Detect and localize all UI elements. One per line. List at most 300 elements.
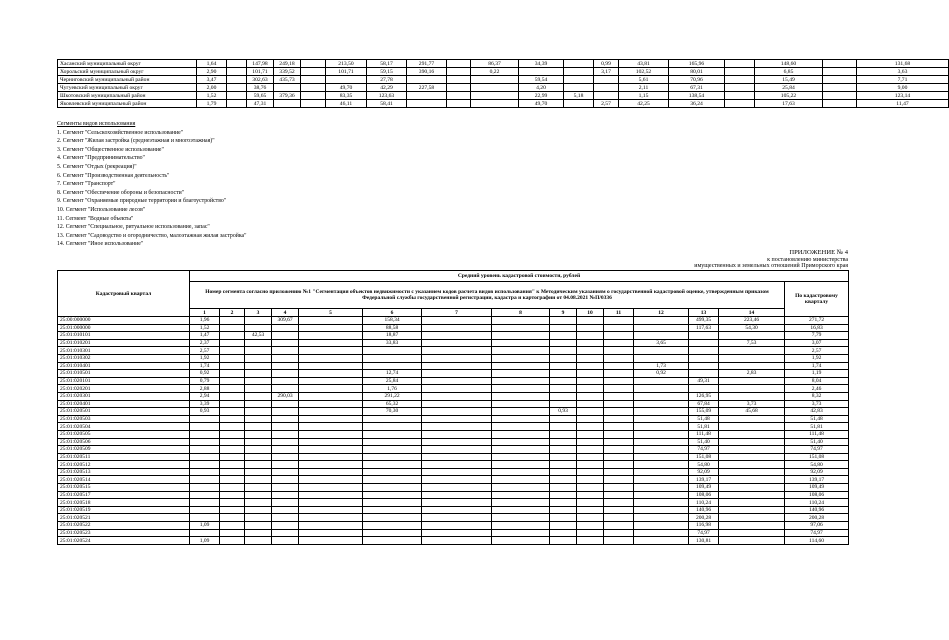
value-cell [272,430,299,438]
value-cell [272,415,299,423]
value-cell: 3,47 [197,76,227,84]
value-cell [422,522,492,530]
value-cell [447,84,471,92]
value-cell: 114,60 [785,537,849,545]
value-cell [220,392,245,400]
value-cell: 0,92 [634,370,689,378]
cadastral-quarter-code: 25:01:020515 [58,484,190,492]
value-cell [447,92,471,100]
value-cell [471,84,519,92]
value-cell: 58,41 [367,100,407,108]
table-row [58,76,949,84]
value-cell: 42,25 [619,100,669,108]
cadastral-quarter-code: 25:01:010201 [58,339,190,347]
value-cell [550,362,577,370]
value-cell: 97,06 [785,522,849,530]
value-cell: 123,14 [857,92,949,100]
value-cell [299,537,363,545]
table-row [58,438,849,446]
table-row [58,347,849,355]
value-cell [363,362,422,370]
value-cell [363,354,422,362]
value-cell [492,438,550,446]
value-cell [190,453,220,461]
value-cell: 110,24 [785,499,849,507]
value-cell: 2,90 [197,68,227,76]
value-cell [604,499,634,507]
value-cell [422,408,492,416]
value-cell: 3,07 [785,339,849,347]
table-row [58,484,849,492]
value-cell [492,491,550,499]
value-cell [299,408,363,416]
value-cell [190,529,220,537]
value-cell [471,92,519,100]
value-cell: 7,79 [785,332,849,340]
table-row [58,68,949,76]
value-cell: 18,87 [363,332,422,340]
value-cell: 101,71 [247,68,274,76]
value-cell: 2,11 [619,84,669,92]
value-cell [550,415,577,423]
value-cell [272,438,299,446]
value-cell [299,529,363,537]
value-cell: 8,32 [785,392,849,400]
value-cell [719,415,785,423]
value-cell [299,430,363,438]
value-cell [604,484,634,492]
value-cell [719,514,785,522]
value-cell: 271,72 [785,317,849,325]
value-cell [245,339,272,347]
value-cell [227,76,247,84]
value-cell [272,324,299,332]
value-cell [604,347,634,355]
cadastral-quarter-code: 25:01:020503 [58,415,190,423]
table-row [58,100,949,108]
value-cell [492,392,550,400]
value-cell: 1,09 [190,537,220,545]
cadastral-quarter-code: 25:01:020513 [58,468,190,476]
value-cell [577,491,604,499]
value-cell [422,476,492,484]
value-cell: 1,92 [190,354,220,362]
value-cell: 92,09 [785,468,849,476]
value-cell [492,415,550,423]
value-cell: 80,01 [669,68,725,76]
value-cell [299,392,363,400]
table-row [58,537,849,545]
value-cell [604,514,634,522]
value-cell: 49,31 [689,377,719,385]
value-cell [422,529,492,537]
value-cell [492,423,550,431]
header-segment-numbers: Номер сегмента согласно приложению №1 "Сегментация объектов недвижимости с указанием кодов расчета видов использования" к Методическим указаниям о государственной кадастровой оценке, утвержденным приказом Федеральной службы государственной регистрации, кадастра и картографии от 04.08.2021 №П/0336 [190,282,785,309]
value-cell [577,400,604,408]
municipality-name: Черниговский муниципальный район [58,76,197,84]
value-cell: 105,22 [755,92,823,100]
value-cell [190,514,220,522]
value-cell [550,514,577,522]
value-cell: 227,58 [407,84,447,92]
value-cell [719,453,785,461]
value-cell [299,506,363,514]
value-cell [564,100,594,108]
value-cell [550,468,577,476]
value-cell: 49,70 [519,100,564,108]
value-cell: 140,96 [785,506,849,514]
value-cell: 25,84 [755,84,823,92]
value-cell [422,537,492,545]
value-cell [492,506,550,514]
value-cell: 0,92 [190,370,220,378]
value-cell [299,324,363,332]
value-cell [719,392,785,400]
value-cell [422,484,492,492]
value-cell [190,476,220,484]
value-cell: 1,09 [190,522,220,530]
value-cell [604,362,634,370]
value-cell [634,514,689,522]
cadastral-cost-table [57,270,849,545]
value-cell [190,506,220,514]
value-cell [550,537,577,545]
value-cell: 200,28 [689,514,719,522]
value-cell [492,347,550,355]
value-cell [245,461,272,469]
value-cell: 42,29 [367,84,407,92]
value-cell [577,339,604,347]
cadastral-quarter-code: 25:00:000000 [58,317,190,325]
legend-item: 13. Сегмент "Садоводство и огородничество, малоэтажная жилая застройка" [57,232,247,239]
value-cell [245,529,272,537]
cadastral-quarter-code: 25:01:020519 [58,506,190,514]
value-cell [604,438,634,446]
value-cell: 126,95 [689,392,719,400]
value-cell [823,68,857,76]
value-cell [190,461,220,469]
value-cell [550,385,577,393]
value-cell [550,476,577,484]
value-cell: 15,49 [755,76,823,84]
value-cell [550,430,577,438]
value-cell [422,453,492,461]
value-cell: 1,52 [190,324,220,332]
value-cell [689,332,719,340]
value-cell [634,468,689,476]
value-cell [577,506,604,514]
value-cell [564,68,594,76]
value-cell [363,476,422,484]
table-row [58,529,849,537]
value-cell: 0,79 [190,377,220,385]
value-cell [422,499,492,507]
value-cell [719,506,785,514]
value-cell [190,430,220,438]
value-cell [407,100,447,108]
value-cell: 290,03 [272,392,299,400]
value-cell [604,385,634,393]
value-cell: 147,98 [247,60,274,68]
value-cell [220,491,245,499]
value-cell [577,537,604,545]
segments-legend [57,120,247,249]
value-cell [272,332,299,340]
value-cell [492,362,550,370]
value-cell [245,499,272,507]
legend-item: 11. Сегмент "Водные объекты" [57,215,134,222]
value-cell [492,339,550,347]
value-cell [634,332,689,340]
value-cell: 22,99 [519,92,564,100]
value-cell [272,514,299,522]
value-cell [577,514,604,522]
value-cell [245,400,272,408]
value-cell [719,438,785,446]
value-cell: 158,34 [363,317,422,325]
value-cell [274,84,301,92]
segment-number-header: 10 [577,309,604,317]
value-cell [550,499,577,507]
value-cell: 74,97 [785,446,849,454]
table-row [58,377,849,385]
value-cell [550,370,577,378]
value-cell [719,522,785,530]
value-cell [245,362,272,370]
cadastral-quarter-code: 25:01:020505 [58,430,190,438]
value-cell: 1,74 [785,362,849,370]
cadastral-quarter-code: 25:01:020521 [58,514,190,522]
value-cell [577,438,604,446]
table-row [58,317,849,325]
value-cell [577,317,604,325]
value-cell: 51,48 [689,415,719,423]
value-cell [634,529,689,537]
value-cell [823,76,857,84]
value-cell [363,514,422,522]
value-cell: 3,65 [634,339,689,347]
value-cell: 42,53 [245,332,272,340]
table-row [58,84,949,92]
value-cell [577,362,604,370]
legend-item: 7. Сегмент "Транспорт" [57,181,116,188]
value-cell [719,423,785,431]
value-cell: 116,98 [689,522,719,530]
value-cell [689,370,719,378]
value-cell: 0,93 [190,408,220,416]
value-cell [245,392,272,400]
segment-number-header: 2 [220,309,245,317]
value-cell [422,377,492,385]
value-cell [634,446,689,454]
value-cell [245,347,272,355]
value-cell [492,461,550,469]
value-cell [492,354,550,362]
value-cell [422,347,492,355]
value-cell: 54,80 [785,461,849,469]
value-cell: 131,68 [857,60,949,68]
cadastral-quarter-code: 25:01:020401 [58,400,190,408]
value-cell: 12,74 [363,370,422,378]
value-cell [604,491,634,499]
value-cell: 165,96 [669,60,725,68]
value-cell [299,415,363,423]
value-cell: 110,24 [689,499,719,507]
value-cell [471,100,519,108]
value-cell: 2,83 [719,370,785,378]
value-cell [245,476,272,484]
value-cell: 1,96 [190,317,220,325]
segment-number-header: 9 [550,309,577,317]
value-cell [245,537,272,545]
value-cell [220,385,245,393]
legend-item: 14. Сегмент "Иное использование" [57,241,144,248]
value-cell: 5,61 [619,76,669,84]
value-cell [220,317,245,325]
value-cell [422,370,492,378]
value-cell: 17,63 [755,100,823,108]
value-cell [492,377,550,385]
value-cell [550,400,577,408]
value-cell [604,537,634,545]
value-cell [719,484,785,492]
cadastral-quarter-code: 25:01:020101 [58,377,190,385]
value-cell: 309,67 [272,317,299,325]
value-cell [227,100,247,108]
value-cell [363,522,422,530]
value-cell [220,461,245,469]
value-cell [550,324,577,332]
value-cell: 67,84 [689,400,719,408]
value-cell [577,430,604,438]
value-cell [272,476,299,484]
value-cell: 47,31 [247,100,274,108]
value-cell: 111,48 [689,430,719,438]
value-cell [220,529,245,537]
cadastral-quarter-code: 25:01:020512 [58,461,190,469]
value-cell: 138,54 [669,92,725,100]
value-cell [220,370,245,378]
value-cell [823,60,857,68]
value-cell [634,438,689,446]
value-cell [272,377,299,385]
value-cell [447,100,471,108]
value-cell [719,430,785,438]
legend-item: 6. Сегмент "Производственная деятельность" [57,172,170,179]
value-cell: 2,94 [190,392,220,400]
value-cell [299,468,363,476]
cadastral-quarter-code: 25:01:020511 [58,453,190,461]
value-cell: 151,08 [785,453,849,461]
value-cell [823,100,857,108]
value-cell [577,522,604,530]
value-cell: 88,58 [363,324,422,332]
value-cell [604,415,634,423]
header-cadastral-quarter: Кадастровый квартал [58,271,190,317]
value-cell [719,461,785,469]
value-cell: 379,36 [274,92,301,100]
value-cell [301,100,326,108]
value-cell [363,537,422,545]
value-cell [363,461,422,469]
value-cell [220,415,245,423]
table-row [58,408,849,416]
value-cell [577,377,604,385]
value-cell [492,408,550,416]
value-cell [422,317,492,325]
value-cell [220,408,245,416]
value-cell: 140,96 [689,506,719,514]
value-cell: 0,99 [594,60,619,68]
value-cell [220,347,245,355]
value-cell: 16,83 [785,324,849,332]
value-cell [550,529,577,537]
value-cell [564,84,594,92]
value-cell [725,100,755,108]
value-cell [422,400,492,408]
value-cell [719,499,785,507]
value-cell [492,446,550,454]
value-cell: 139,17 [689,476,719,484]
value-cell [577,370,604,378]
value-cell [719,468,785,476]
header-average-cost: Средний уровень кадастровой стоимости, рублей [190,271,849,282]
value-cell [519,68,564,76]
value-cell: 291,77 [407,60,447,68]
value-cell [577,453,604,461]
value-cell: 51,81 [785,423,849,431]
value-cell: 7,53 [719,339,785,347]
value-cell [550,317,577,325]
value-cell: 123,63 [367,92,407,100]
value-cell: 9,00 [857,84,949,92]
value-cell [634,499,689,507]
value-cell [577,332,604,340]
value-cell [634,453,689,461]
value-cell: 1,47 [190,332,220,340]
value-cell [550,332,577,340]
value-cell: 59,15 [367,68,407,76]
value-cell: 1,19 [785,370,849,378]
value-cell [220,453,245,461]
value-cell [719,347,785,355]
cadastral-quarter-code: 25:01:020506 [58,438,190,446]
cadastral-quarter-code: 25:01:020514 [58,476,190,484]
table-row [58,468,849,476]
value-cell [299,332,363,340]
value-cell: 499,35 [689,317,719,325]
legend-item: 5. Сегмент "Отдых (рекреация)" [57,163,137,170]
value-cell [719,354,785,362]
value-cell: 0,93 [550,408,577,416]
value-cell [634,400,689,408]
value-cell [272,499,299,507]
value-cell [577,499,604,507]
value-cell [220,332,245,340]
legend-item: 10. Сегмент "Использование лесов" [57,206,146,213]
value-cell [550,453,577,461]
value-cell: 2,88 [190,385,220,393]
value-cell [299,453,363,461]
value-cell [190,491,220,499]
value-cell [422,468,492,476]
value-cell [299,354,363,362]
value-cell: 101,71 [326,68,367,76]
value-cell: 108,06 [785,491,849,499]
cadastral-quarter-code: 25:01:010401 [58,362,190,370]
value-cell [422,354,492,362]
legend-item: 9. Сегмент "Охраняемые природные территории и благоустройство" [57,198,227,205]
